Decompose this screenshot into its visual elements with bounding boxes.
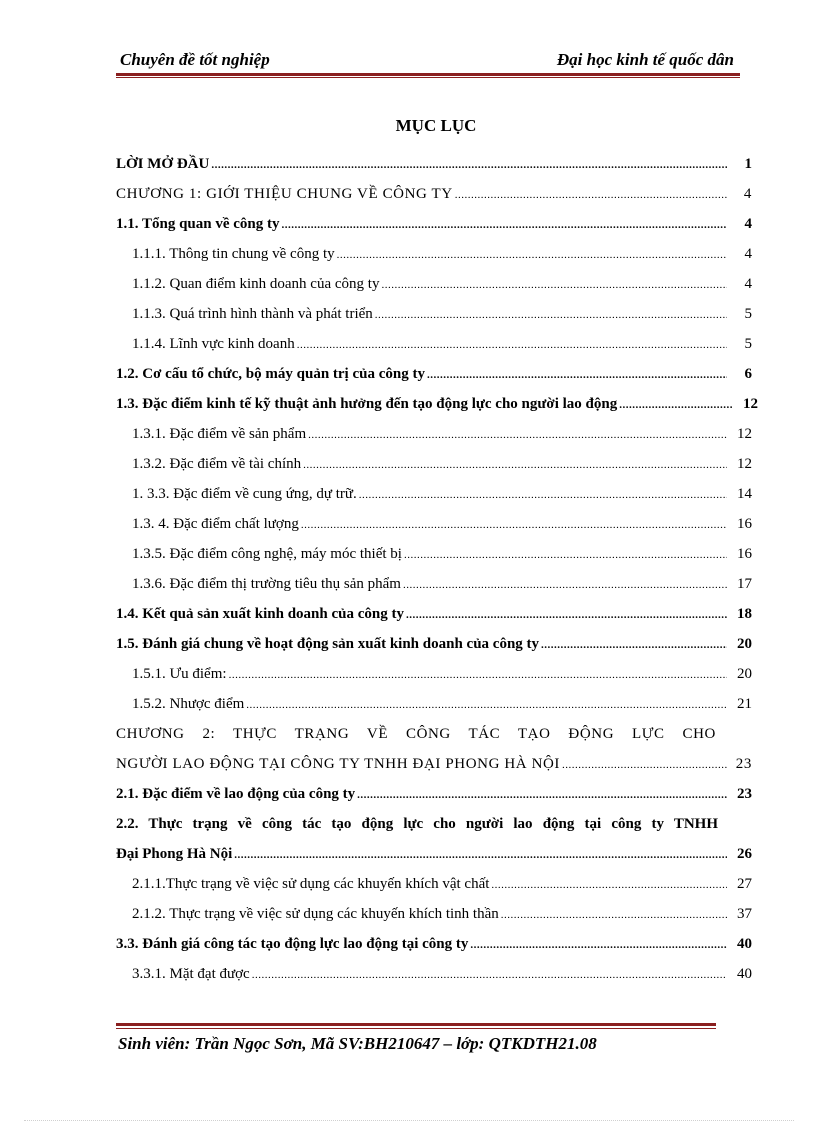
toc-entry-2-1-2: 2.1.2. Thực trạng về việc sử dụng các khuyến khích tinh thần ..... 37 bbox=[132, 906, 752, 928]
toc-entry-1-3-5: 1.3.5. Đặc điểm công nghệ, máy móc thiết bị ..... 16 bbox=[132, 546, 752, 568]
toc-entry-1-5: 1.5. Đánh giá chung về hoạt động sản xuất kinh doanh của công ty ..... 20 bbox=[116, 636, 752, 658]
header-rule-thick bbox=[116, 73, 740, 76]
header-left-text: Chuyên đề tốt nghiệp bbox=[120, 50, 270, 69]
header-right-text: Đại học kinh tế quốc dân bbox=[556, 50, 734, 69]
toc-entry-1-1: 1.1. Tổng quan về công ty ..... 4 bbox=[116, 216, 752, 238]
toc-entry-1-3-1: 1.3.1. Đặc điểm về sản phẩm ..... 12 bbox=[132, 426, 752, 448]
toc-entry-1-4: 1.4. Kết quả sản xuất kinh doanh của công ty ..... 18 bbox=[116, 606, 752, 628]
toc-entry-1-3-3: 1. 3.3. Đặc điểm về cung ứng, dự trữ. ..... 14 bbox=[132, 486, 752, 508]
toc-entry-3-3-1: 3.3.1. Mặt đạt được ..... 40 bbox=[132, 966, 752, 988]
toc-entry-1-3-4: 1.3. 4. Đặc điểm chất lượng ..... 16 bbox=[132, 516, 752, 538]
toc-entry-chuong-1: CHƯƠNG 1: GIỚI THIỆU CHUNG VỀ CÔNG TY ..... 4 bbox=[116, 186, 752, 208]
toc-entry-1-5-1: 1.5.1. Ưu điểm: ..... 20 bbox=[132, 666, 752, 688]
toc-entry-1-3: 1.3. Đặc điểm kinh tế kỹ thuật ảnh hưởng đến tạo động lực cho người lao động ..... 12 bbox=[116, 396, 758, 418]
toc-entry-1-1-4: 1.1.4. Lĩnh vực kinh doanh ..... 5 bbox=[132, 336, 752, 358]
toc-entry-1-1-3: 1.1.3. Quá trình hình thành và phát triển ..... 5 bbox=[132, 306, 752, 328]
toc-entry-1-1-2: 1.1.2. Quan điểm kinh doanh của công ty ..... 4 bbox=[132, 276, 752, 298]
footer-rule-thick bbox=[116, 1023, 716, 1026]
toc-entry-1-1-1: 1.1.1. Thông tin chung về công ty ..... 4 bbox=[132, 246, 752, 268]
page-title: MỤC LỤC bbox=[395, 116, 477, 135]
toc-entry-chuong-2-line1: CHƯƠNG 2: THỰC TRẠNG VỀ CÔNG TÁC TẠO ĐỘNG LỰC CHO bbox=[116, 726, 716, 742]
toc-entry-3-3: 3.3. Đánh giá công tác tạo động lực lao động tại công ty ..... 40 bbox=[116, 936, 752, 958]
toc-entry-2-2-line1: 2.2. Thực trạng về công tác tạo động lực cho người lao động tại công ty TNHH bbox=[116, 816, 718, 832]
toc-entry-1-3-6: 1.3.6. Đặc điểm thị trường tiêu thụ sản phẩm ..... 17 bbox=[132, 576, 752, 598]
toc-entry-1-5-2: 1.5.2. Nhược điểm ..... 21 bbox=[132, 696, 752, 718]
toc-entry-2-1-1: 2.1.1.Thực trạng về việc sử dụng các khuyến khích vật chất ..... 27 bbox=[132, 876, 752, 898]
toc-entry-2-2-line2: Đại Phong Hà Nội ..... 26 bbox=[116, 846, 752, 868]
page-edge-divider bbox=[24, 1120, 794, 1121]
page-footer: Sinh viên: Trần Ngọc Sơn, Mã SV:BH210647 – lớp: QTKDTH21.08 bbox=[118, 1034, 597, 1053]
toc-entry-chuong-2-line2: NGƯỜI LAO ĐỘNG TẠI CÔNG TY TNHH ĐẠI PHONG HÀ NỘI ..... 23 bbox=[116, 756, 752, 778]
toc-entry-2-1: 2.1. Đặc điểm về lao động của công ty ..... 23 bbox=[116, 786, 752, 808]
toc-entry-loi-mo-dau: LỜI MỞ ĐẦU ..... 1 bbox=[116, 156, 752, 178]
toc-entry-1-3-2: 1.3.2. Đặc điểm về tài chính ..... 12 bbox=[132, 456, 752, 478]
header-rule-thin bbox=[116, 77, 740, 78]
footer-rule-thin bbox=[116, 1028, 716, 1029]
page-header bbox=[116, 48, 740, 72]
toc-entry-1-2: 1.2. Cơ cấu tổ chức, bộ máy quản trị của công ty ..... 6 bbox=[116, 366, 752, 388]
